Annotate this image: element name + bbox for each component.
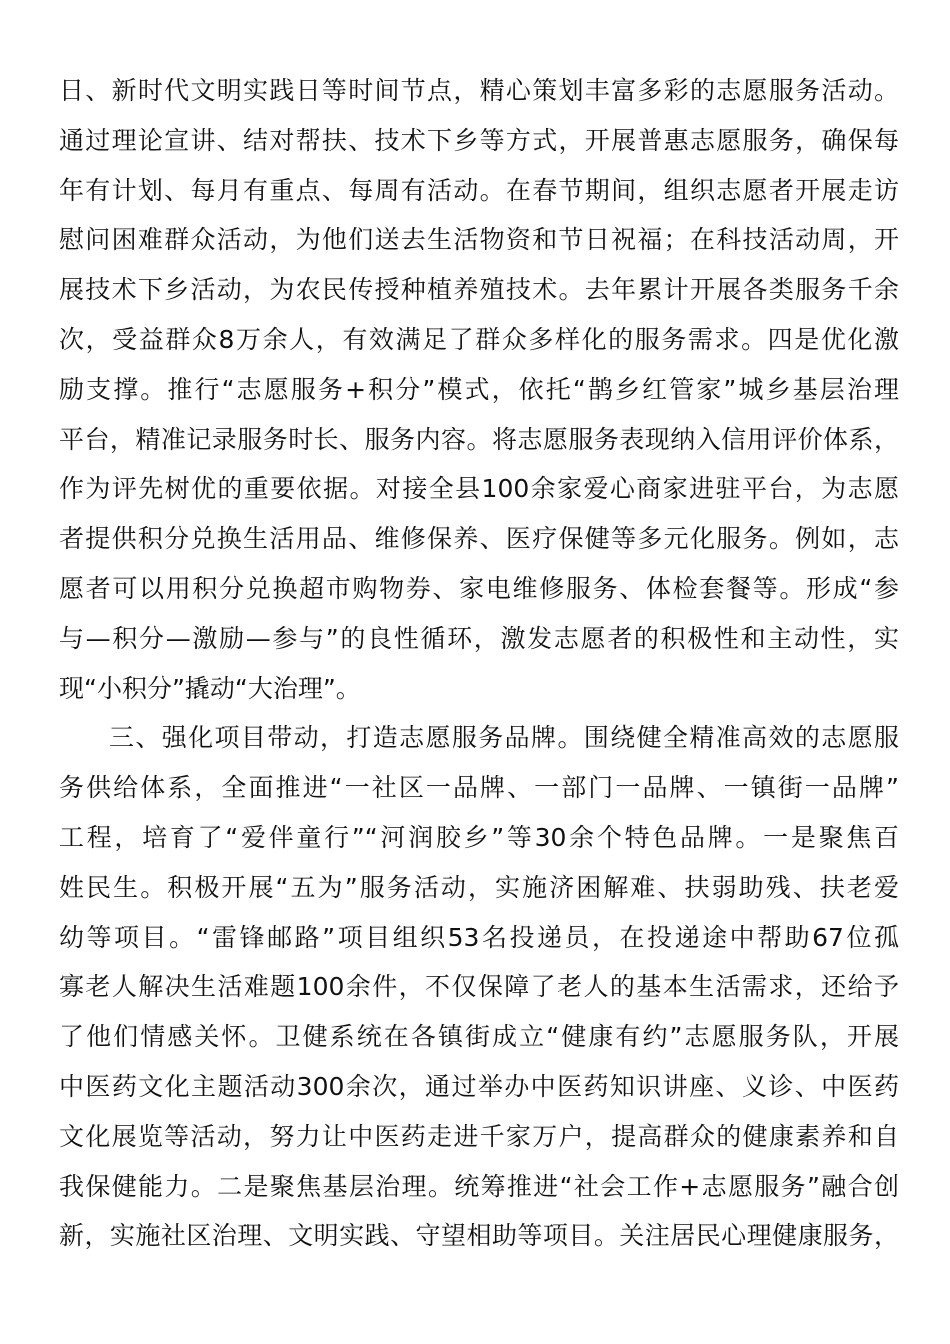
text-line: 慰问困难群众活动，为他们送去生活物资和节日祝福；在科技活动周，开 bbox=[59, 225, 899, 255]
text-line: 年有计划、每月有重点、每周有活动。在春节期间，组织志愿者开展走访 bbox=[59, 175, 899, 205]
text-line: 愿者可以用积分兑换超市购物券、家电维修服务、体检套餐等。形成“参 bbox=[59, 573, 899, 603]
text-line: 我保健能力。二是聚焦基层治理。统筹推进“社会工作+志愿服务”融合创 bbox=[59, 1171, 899, 1201]
text-line: 励支撑。推行“志愿服务+积分”模式，依托“鹊乡红管家”城乡基层治理 bbox=[59, 374, 899, 404]
body-text bbox=[59, 66, 899, 1261]
text-line: 展技术下乡活动，为农民传授种植养殖技术。去年累计开展各类服务千余 bbox=[59, 275, 899, 305]
text-line: 工程，培育了“爱伴童行”“河润胶乡”等30余个特色品牌。一是聚焦百 bbox=[59, 822, 899, 852]
text-line: 新，实施社区治理、文明实践、守望相助等项目。关注居民心理健康服务， bbox=[59, 1221, 899, 1251]
text-line: 务供给体系，全面推进“一社区一品牌、一部门一品牌、一镇街一品牌” bbox=[59, 773, 899, 803]
text-line: 幼等项目。“雷锋邮路”项目组织53名投递员，在投递途中帮助67位孤 bbox=[59, 922, 899, 952]
text-line: 次，受益群众8万余人，有效满足了群众多样化的服务需求。四是优化激 bbox=[59, 324, 899, 354]
text-line: 文化展览等活动，努力让中医药走进千家万户，提高群众的健康素养和自 bbox=[59, 1121, 899, 1151]
text-line: 平台，精准记录服务时长、服务内容。将志愿服务表现纳入信用评价体系， bbox=[59, 424, 899, 454]
text-line: 日、新时代文明实践日等时间节点，精心策划丰富多彩的志愿服务活动。 bbox=[59, 76, 899, 105]
text-line: 现“小积分”撬动“大治理”。 bbox=[59, 673, 361, 703]
text-line: 寡老人解决生活难题100余件，不仅保障了老人的基本生活需求，还给予 bbox=[59, 972, 899, 1002]
text-line: 与—积分—激励—参与”的良性循环，激发志愿者的积极性和主动性，实 bbox=[59, 623, 899, 653]
text-line: 通过理论宣讲、结对帮扶、技术下乡等方式，开展普惠志愿服务，确保每 bbox=[59, 125, 899, 155]
text-line: 姓民生。积极开展“五为”服务活动，实施济困解难、扶弱助残、扶老爱 bbox=[59, 872, 899, 902]
text-line: 者提供积分兑换生活用品、维修保养、医疗保健等多元化服务。例如，志 bbox=[59, 524, 899, 554]
paragraph-first-line: 三、强化项目带动，打造志愿服务品牌。围绕健全精准高效的志愿服 bbox=[109, 723, 899, 753]
text-line: 中医药文化主题活动300余次，通过举办中医药知识讲座、义诊、中医药 bbox=[59, 1071, 899, 1101]
text-line: 作为评先树优的重要依据。对接全县100余家爱心商家进驻平台，为志愿 bbox=[59, 474, 899, 504]
text-line: 了他们情感关怀。卫健系统在各镇街成立“健康有约”志愿服务队，开展 bbox=[59, 1022, 899, 1052]
